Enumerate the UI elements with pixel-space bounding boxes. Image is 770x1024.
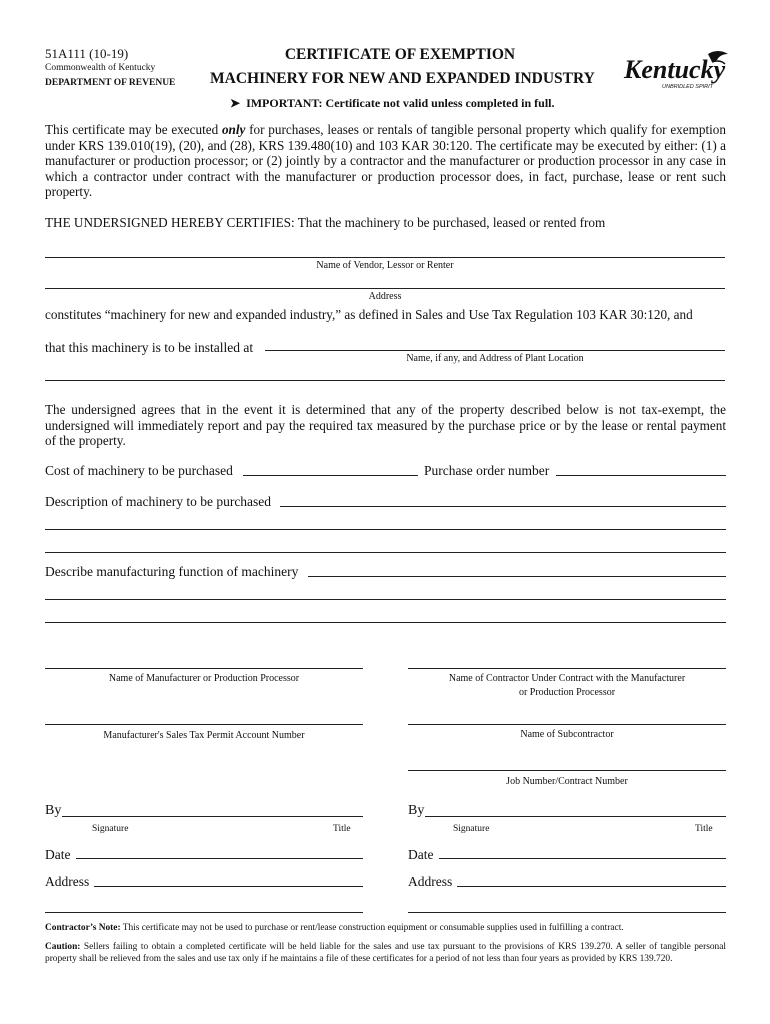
date-input-left[interactable] bbox=[79, 841, 361, 857]
permit-number-input[interactable] bbox=[48, 707, 360, 723]
arrow-icon: ➤ bbox=[230, 96, 241, 110]
cost-input[interactable] bbox=[246, 458, 416, 474]
contractor-note-label: Contractor’s Note: bbox=[45, 923, 121, 933]
date-line-right bbox=[439, 858, 726, 859]
signature-line-left bbox=[62, 816, 363, 817]
function-label: Describe manufacturing function of machinery bbox=[45, 564, 299, 579]
by-label-left: By bbox=[45, 803, 62, 818]
date-line-left bbox=[76, 858, 363, 859]
form-number: 51A111 (10-19) bbox=[45, 46, 129, 61]
important-text: IMPORTANT: Certificate not valid unless completed in full. bbox=[246, 96, 555, 110]
address-line-left bbox=[94, 886, 363, 887]
subcontractor-input[interactable] bbox=[411, 707, 723, 723]
function-line-2 bbox=[45, 599, 726, 600]
caution-note-label: Caution: bbox=[45, 942, 81, 952]
date-label-right: Date bbox=[408, 847, 434, 862]
signature-input-left[interactable] bbox=[66, 799, 360, 815]
permit-line bbox=[45, 724, 363, 725]
caution-note bbox=[45, 942, 726, 965]
date-label-left: Date bbox=[45, 847, 71, 862]
manufacturer-caption: Name of Manufacturer or Production Processor bbox=[108, 673, 300, 684]
job-number-line bbox=[408, 770, 726, 771]
constitutes-statement: constitutes “machinery for new and expanded industry,” as defined in Sales and Use Tax Regulation 103 KAR 30:120, and bbox=[45, 307, 693, 322]
kentucky-logo bbox=[622, 48, 732, 90]
subcontractor-line bbox=[408, 724, 726, 725]
address-input-right-2[interactable] bbox=[411, 895, 723, 911]
address-line-right bbox=[457, 886, 726, 887]
permit-caption: Manufacturer's Sales Tax Permit Account Number bbox=[103, 730, 305, 741]
contractor-note-text: This certificate may not be used to purchase or rent/lease construction equipment or consumable supplies used in fulfilling a contract. bbox=[120, 923, 624, 933]
intro-part2: for purchases, leases or rentals of tangible personal property which qualify for exemption under KRS 139.010(19), (20), and (28), KRS 139.480(10) and 103 KAR 30:120. The certificate may be executed by either: (1) a manufacturer or production processor; or (2) jointly by a contractor and the manufacturer or production processor in any case in which a contractor under contract with the manufacturer or production processor does, in fact, purchase, lease or rent such property. bbox=[45, 122, 726, 199]
vendor-name-input[interactable] bbox=[48, 240, 722, 256]
address-input-left-2[interactable] bbox=[48, 895, 360, 911]
logo-tagline: UNBRIDLED SPIRIT bbox=[662, 84, 714, 90]
signature-caption-right: Signature bbox=[453, 824, 490, 834]
date-input-right[interactable] bbox=[442, 841, 724, 857]
description-input-2[interactable] bbox=[48, 512, 723, 528]
address-label-left: Address bbox=[45, 874, 90, 889]
vendor-address-line bbox=[45, 288, 725, 289]
logo-wordmark: Kentucky bbox=[624, 55, 726, 84]
subcontractor-caption: Name of Subcontractor bbox=[520, 729, 614, 740]
installed-label: that this machinery is to be installed at bbox=[45, 340, 254, 355]
manufacturer-line bbox=[45, 668, 363, 669]
intro-part1: This certificate may be executed bbox=[45, 122, 222, 137]
important-notice bbox=[230, 96, 555, 111]
form-title-line1: CERTIFICATE OF EXEMPTION bbox=[284, 46, 516, 63]
address-line-right-2 bbox=[408, 912, 726, 913]
po-line bbox=[556, 475, 726, 476]
contractor-caption-1: Name of Contractor Under Contract with the Manufacturer bbox=[448, 673, 686, 684]
signature-caption-left: Signature bbox=[92, 824, 129, 834]
function-input-1[interactable] bbox=[311, 559, 723, 575]
plant-line-2 bbox=[45, 380, 725, 381]
contractor-line bbox=[408, 668, 726, 669]
plant-location-input[interactable] bbox=[268, 333, 722, 349]
contractor-note bbox=[45, 923, 735, 933]
plant-caption: Name, if any, and Address of Plant Location bbox=[406, 353, 584, 364]
certifies-statement: THE UNDERSIGNED HEREBY CERTIFIES: That the machinery to be purchased, leased or rented from bbox=[45, 215, 606, 230]
signature-input-right[interactable] bbox=[429, 799, 723, 815]
plant-line bbox=[265, 350, 725, 351]
contractor-name-input[interactable] bbox=[411, 651, 723, 667]
job-number-input[interactable] bbox=[411, 753, 723, 769]
vendor-line bbox=[45, 257, 725, 258]
cost-label: Cost of machinery to be purchased bbox=[45, 463, 233, 478]
caution-note-text: Sellers failing to obtain a completed certificate will be held liable for the sales and use tax pursuant to the provisions of KRS 139.270. A seller of tangible personal property shall be relieved from the sales and use tax only if he maintains a file of these certificates for a period of not less than four years as provided by KRS 139.720. bbox=[45, 942, 726, 964]
agreement-paragraph: The undersigned agrees that in the event it is determined that any of the property described below is not tax-exempt, the undersigned will immediately report and pay the required tax measured by the purchase price or by the lease or rental payment of the property. bbox=[45, 402, 726, 448]
plant-location-input-2[interactable] bbox=[48, 363, 722, 379]
manufacturer-name-input[interactable] bbox=[48, 651, 360, 667]
department-label: DEPARTMENT OF REVENUE bbox=[45, 78, 176, 88]
function-input-3[interactable] bbox=[48, 605, 723, 621]
description-line-2 bbox=[45, 529, 726, 530]
function-line-3 bbox=[45, 622, 726, 623]
function-line-1 bbox=[308, 576, 726, 577]
title-caption-left: Title bbox=[333, 824, 351, 834]
address-input-left[interactable] bbox=[97, 869, 361, 885]
intro-emphasis: only bbox=[221, 122, 246, 137]
signature-line-right bbox=[425, 816, 726, 817]
title-caption-right: Title bbox=[695, 824, 713, 834]
vendor-address-caption: Address bbox=[368, 291, 402, 302]
form-title-line2: MACHINERY FOR NEW AND EXPANDED INDUSTRY bbox=[210, 70, 595, 87]
vendor-caption: Name of Vendor, Lessor or Renter bbox=[316, 260, 454, 271]
po-label: Purchase order number bbox=[424, 463, 550, 478]
cost-line bbox=[243, 475, 418, 476]
commonwealth-label: Commonwealth of Kentucky bbox=[45, 63, 156, 73]
description-input-3[interactable] bbox=[48, 535, 723, 551]
address-label-right: Address bbox=[408, 874, 453, 889]
contractor-caption-2: or Production Processor bbox=[518, 687, 616, 698]
function-input-2[interactable] bbox=[48, 582, 723, 598]
description-line-3 bbox=[45, 552, 726, 553]
description-input-1[interactable] bbox=[283, 489, 723, 505]
description-label: Description of machinery to be purchased bbox=[45, 494, 272, 509]
address-line-left-2 bbox=[45, 912, 363, 913]
by-label-right: By bbox=[408, 803, 425, 818]
description-line-1 bbox=[280, 506, 726, 507]
job-number-caption: Job Number/Contract Number bbox=[506, 776, 628, 787]
address-input-right[interactable] bbox=[460, 869, 724, 885]
vendor-address-input[interactable] bbox=[48, 271, 722, 287]
po-input[interactable] bbox=[559, 458, 724, 474]
intro-paragraph bbox=[45, 122, 726, 200]
